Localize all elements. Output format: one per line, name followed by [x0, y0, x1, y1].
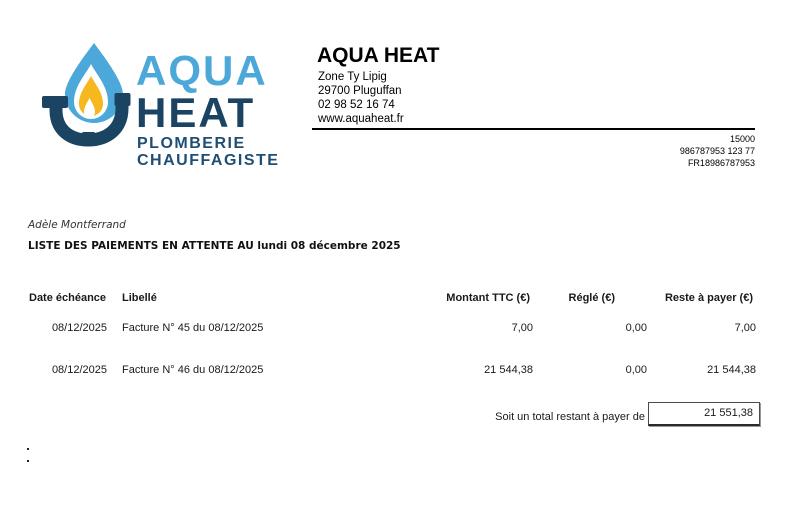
company-website: www.aquaheat.fr [318, 113, 404, 125]
header-divider [312, 128, 755, 130]
column-header-amount: Montant TTC (€) [446, 292, 530, 304]
table-row-label: Facture N° 46 du 08/12/2025 [122, 364, 264, 376]
pipe-left-flange [42, 96, 68, 108]
total-amount-value: 21 551,38 [704, 407, 753, 419]
page-title: LISTE DES PAIEMENTS EN ATTENTE AU lundi 08 décembre 2025 [28, 240, 401, 252]
company-phone: 02 98 52 16 74 [318, 99, 395, 111]
pipe-bottom-stub [82, 132, 95, 145]
table-row-amount: 7,00 [511, 322, 533, 334]
table-row-remaining: 7,00 [734, 322, 756, 334]
logo-subtitle-chauffagiste: CHAUFFAGISTE [137, 152, 280, 169]
aqua-heat-logo-icon [42, 36, 132, 148]
table-row-paid: 0,00 [625, 322, 647, 334]
footer-dot-mark [27, 448, 29, 450]
table-row-date: 08/12/2025 [51, 364, 107, 376]
registration-vat-number: FR18986787953 [687, 158, 755, 168]
table-row-date: 08/12/2025 [51, 322, 107, 334]
company-address-block [318, 70, 404, 126]
logo-subtitle-plomberie: PLOMBERIE [137, 135, 246, 152]
company-address-line2: 29700 Pluguffan [318, 85, 402, 97]
recipient-name: Adèle Montferrand [28, 219, 126, 231]
column-header-label: Libellé [122, 292, 157, 304]
table-row-paid: 0,00 [625, 364, 647, 376]
total-amount-box [648, 402, 760, 426]
column-header-remaining: Reste à payer (€) [664, 292, 753, 304]
logo-text-aqua: AQUA [136, 47, 268, 94]
total-label: Soit un total restant à payer de [495, 411, 645, 423]
column-header-paid: Réglé (€) [568, 292, 615, 304]
company-name: AQUA HEAT [317, 44, 440, 67]
column-header-date: Date échéance [29, 292, 107, 304]
logo-text-heat: HEAT [136, 89, 256, 136]
footer-dot-mark [27, 460, 29, 462]
company-address-line1: Zone Ty Lipig [318, 71, 387, 83]
pipe-right-flange [115, 93, 131, 106]
registration-block [680, 133, 755, 169]
registration-capital: 15000 [729, 134, 755, 144]
table-row-amount: 21 544,38 [484, 364, 533, 376]
table-row-label: Facture N° 45 du 08/12/2025 [122, 322, 264, 334]
table-row-remaining: 21 544,38 [707, 364, 756, 376]
registration-siret: 986787953 123 77 [679, 146, 755, 156]
